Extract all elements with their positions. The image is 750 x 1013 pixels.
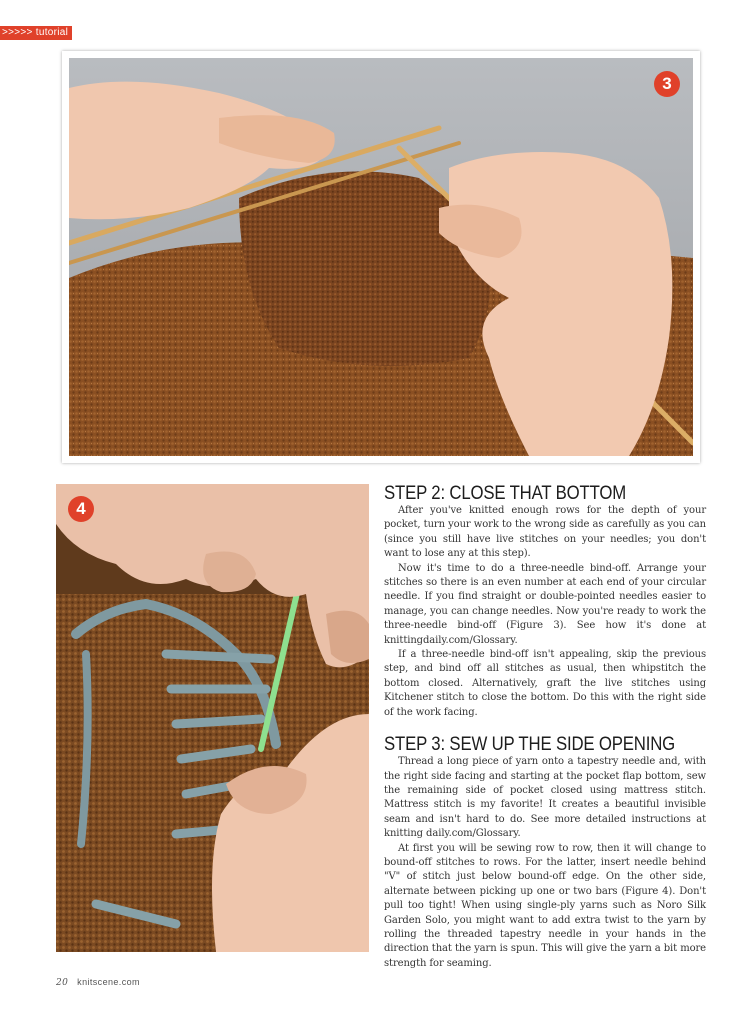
step-3-heading: STEP 3: SEW UP THE SIDE OPENING xyxy=(384,733,676,756)
step-2-heading: STEP 2: CLOSE THAT BOTTOM xyxy=(384,482,627,504)
figure-3-badge: 3 xyxy=(654,71,680,97)
article-text xyxy=(384,482,706,971)
section-tag: >>>>> tutorial xyxy=(0,26,72,40)
page-number: 20 xyxy=(56,978,69,988)
knitting-three-needle-bindoff-image xyxy=(69,58,693,456)
step-2-paragraph-3: If a three-needle bind-off isn't appealing, skip the previous step, and bind off all stitches as usual, then whipstitch the bottom closed. Alternatively, graft the live stitches using Kitchener stitch to close the bottom. Do this with the right side of the work facing. xyxy=(384,649,706,718)
page-footer xyxy=(56,977,140,988)
figure-3-photo xyxy=(69,58,693,456)
figure-4-photo xyxy=(56,484,369,952)
mattress-stitch-seam-image xyxy=(56,484,369,952)
step-2-paragraph-2: Now it's time to do a three-needle bind-off. Arrange your stitches so there is an even number at each end of your circular needle. If you find straight or double-pointed needles easier to manage, you can change needles. Now you're ready to work the three-needle bind-off (Figure 3). See how it's done at knittingdaily.com/Glossary. xyxy=(384,562,706,646)
step-3-paragraph-2: At first you will be sewing row to row, then it will change to bound-off stitches to rows. For the latter, insert needle behind "V" of stitch just below bound-off edge. On the other side, alternate between picking up one or two bars (Figure 4). Don't pull too tight! When using single-ply yarns such as Noro Silk Garden Solo, you might want to add extra twist to the yarn by rolling the threaded tapestry needle in your hands in the direction that the yarn is spun. This will give the yarn a bit more strength for seaming. xyxy=(384,842,706,969)
step-2-paragraph-1: After you've knitted enough rows for the depth of your pocket, turn your work to the wrong side as carefully as you can (since you still have live stitches on your needles; you don't want to lose any at this step). xyxy=(384,505,706,560)
site-url: knitscene.com xyxy=(77,977,140,987)
step-3-paragraph-1: Thread a long piece of yarn onto a tapestry needle and, with the right side facing and starting at the pocket flap bottom, sew the remaining side of pocket closed using mattress stitch. Mattress stitch is my favorite! It creates a beautiful invisible seam and isn't hard to do. See more detailed instructions at knitting daily.com/Glossary. xyxy=(384,756,706,840)
figure-4-badge: 4 xyxy=(68,496,94,522)
